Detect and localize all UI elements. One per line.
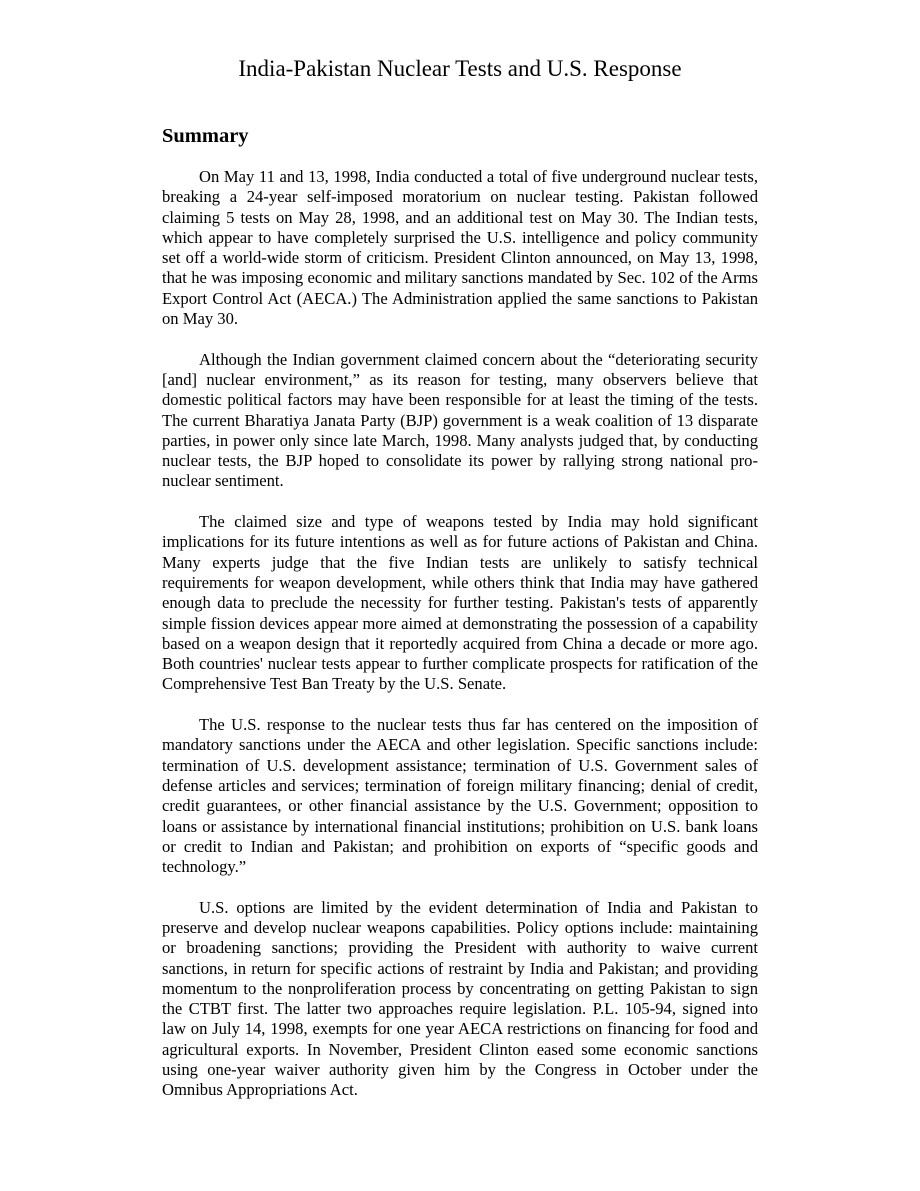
summary-paragraph-4: The U.S. response to the nuclear tests thus far has centered on the imposition of mandatory sanctions under the AECA and other legislation. Specific sanctions include: termination of U.S. development assistance; termination of U.S. Government sales of defense articles and services; termination of foreign military financing; denial of credit, credit guarantees, or other financial assistance by the U.S. Government; opposition to loans or assistance by international financial institutions; prohibition on U.S. bank loans or credit to Indian and Pakistan; and prohibition on exports of “specific goods and technology.” xyxy=(162,715,758,877)
section-heading: Summary xyxy=(162,125,249,147)
summary-section xyxy=(162,122,758,1121)
summary-paragraph-3: The claimed size and type of weapons tested by India may hold significant implications for its future intentions as well as for future actions of Pakistan and China. Many experts judge that the five Indian tests are unlikely to satisfy technical requirements for weapon development, while others think that India may have gathered enough data to preclude the necessity for further testing. Pakistan's tests of apparently simple fission devices appear more aimed at demonstrating the possession of a capability based on a weapon design that it reportedly acquired from China a decade or more ago. Both countries' nuclear tests appear to further complicate prospects for ratification of the Comprehensive Test Ban Treaty by the U.S. Senate. xyxy=(162,512,758,694)
document-title: India-Pakistan Nuclear Tests and U.S. Response xyxy=(238,56,682,81)
summary-paragraph-1: On May 11 and 13, 1998, India conducted a total of five underground nuclear tests, breaking a 24-year self-imposed moratorium on nuclear testing. Pakistan followed claiming 5 tests on May 28, 1998, and an additional test on May 30. The Indian tests, which appear to have completely surprised the U.S. intelligence and policy community set off a world-wide storm of criticism. President Clinton announced, on May 13, 1998, that he was imposing economic and military sanctions mandated by Sec. 102 of the Arms Export Control Act (AECA.) The Administration applied the same sanctions to Pakistan on May 30. xyxy=(162,167,758,329)
summary-paragraph-2: Although the Indian government claimed concern about the “deteriorating security [and] nuclear environment,” as its reason for testing, many observers believe that domestic political factors may have been responsible for at least the timing of the tests. The current Bharatiya Janata Party (BJP) government is a weak coalition of 13 disparate parties, in power only since late March, 1998. Many analysts judged that, by conducting nuclear tests, the BJP hoped to consolidate its power by rallying strong national pro-nuclear sentiment. xyxy=(162,349,758,491)
summary-paragraph-5: U.S. options are limited by the evident determination of India and Pakistan to preserve and develop nuclear weapons capabilities. Policy options include: maintaining or broadening sanctions; providing the President with authority to waive current sanctions, in return for specific actions of restraint by India and Pakistan; and providing momentum to the nonproliferation process by concentrating on getting Pakistan to sign the CTBT first. The latter two approaches require legislation. P.L. 105-94, signed into law on July 14, 1998, exempts for one year AECA restrictions on financing for food and agricultural exports. In November, President Clinton eased some economic sanctions using one-year waiver authority given him by the Congress in October under the Omnibus Appropriations Act. xyxy=(162,897,758,1100)
